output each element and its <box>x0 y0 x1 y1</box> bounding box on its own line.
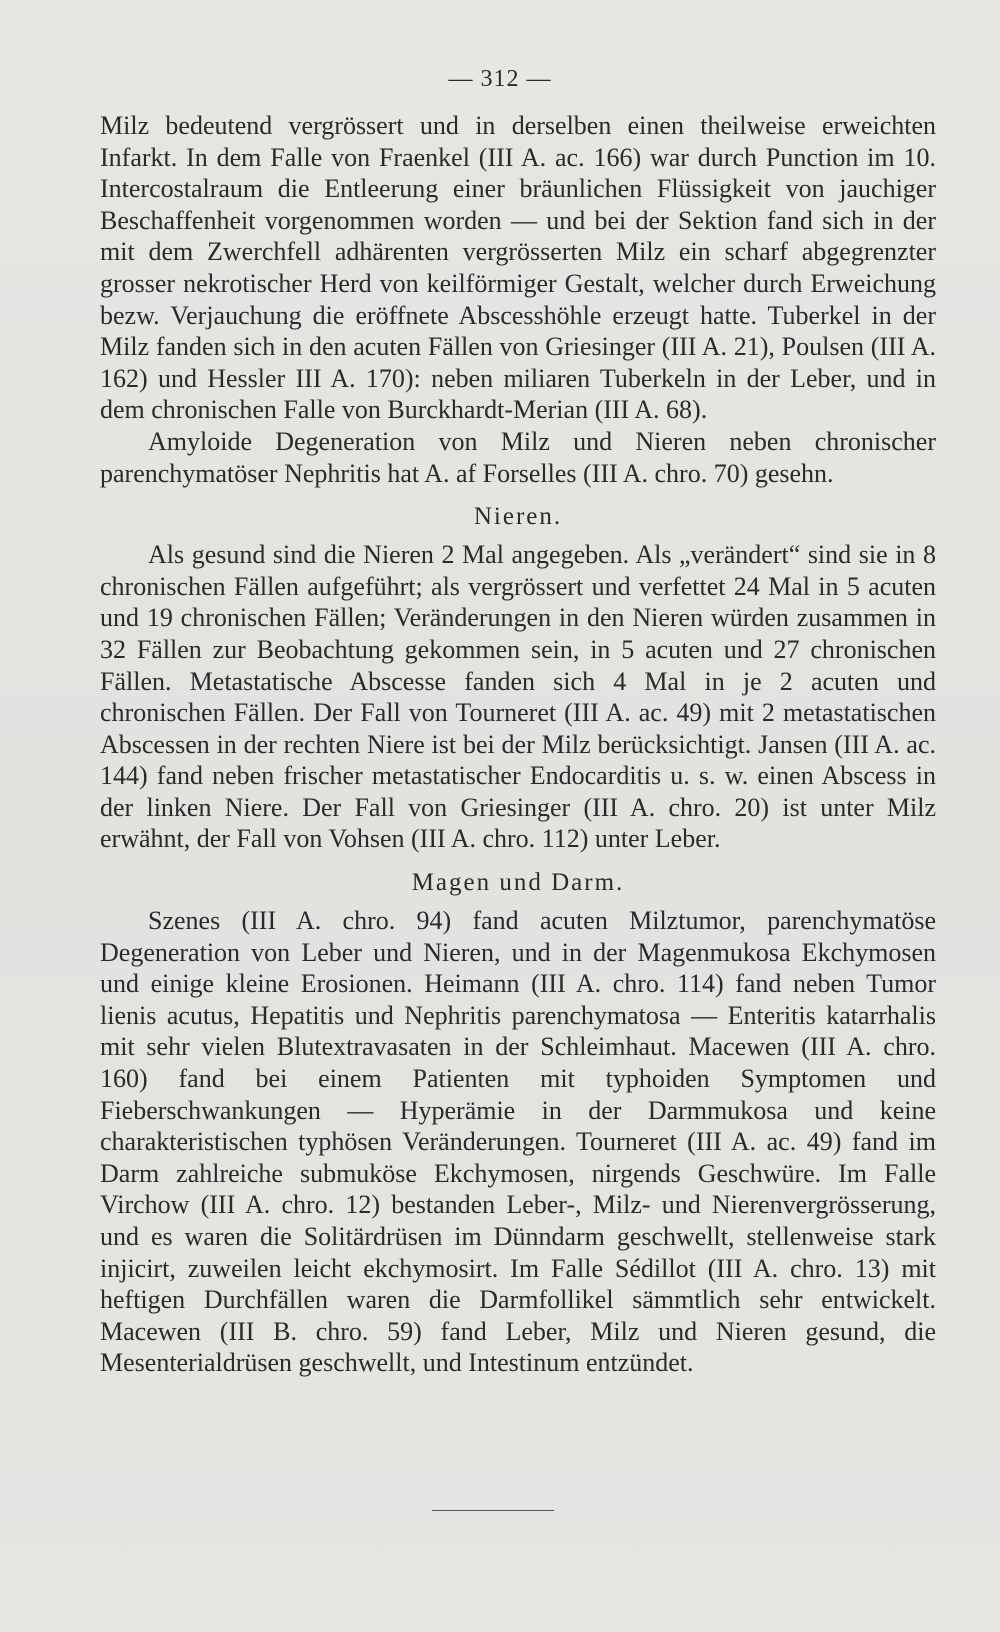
page-number: — 312 — <box>448 66 552 92</box>
end-rule-divider <box>432 1510 554 1511</box>
page-body <box>100 110 936 1379</box>
section-heading-magen-darm: Magen und Darm. <box>411 869 625 897</box>
paragraph-nieren: Als gesund sind die Nieren 2 Mal angegeben. Als „verändert“ sind sie in 8 chronischen Fällen aufgeführt; als vergrössert und verfettet 24 Mal in 5 acuten und 19 chronischen Fällen; Veränderungen in den Nieren würden zusammen in 32 Fällen zur Beobachtung gekommen sein, in 5 acuten und 27 chronischen Fällen. Metastatische Abscesse fanden sich 4 Mal in je 2 acuten und chronischen Fällen. Der Fall von Tourneret (III A. ac. 49) mit 2 metastatischen Abscessen in der rechten Niere ist bei der Milz berücksichtigt. Jansen (III A. ac. 144) fand neben frischer metastatischer Endocarditis u. s. w. einen Abscess in der linken Niere. Der Fall von Griesinger (III A. chro. 20) ist unter Milz erwähnt, der Fall von Vohsen (III A. chro. 112) unter Leber. <box>100 540 936 854</box>
paragraph-milz-continued: Milz bedeutend vergrössert und in derselben einen theilweise erweichten Infarkt. In dem Falle von Fraenkel (III A. ac. 166) war durch Punction im 10. Intercostalraum die Entleerung einer bräunlichen Flüssigkeit von jauchiger Beschaffenheit vorgenommen worden — und bei der Sektion fand sich in der mit dem Zwerchfell adhärenten vergrösserten Milz ein scharf abgegrenzter grosser nekrotischer Herd von keilförmiger Gestalt, welcher durch Erweichung bezw. Verjauchung die eröffnete Abscesshöhle erzeugt hatte. Tuberkel in der Milz fanden sich in den acuten Fällen von Griesinger (III A. 21), Poulsen (III A. 162) und Hessler III A. 170): neben miliaren Tuberkeln in der Leber, und in dem chronischen Falle von Burckhardt-Merian (III A. 68). <box>100 111 936 425</box>
section-heading-nieren: Nieren. <box>473 503 563 531</box>
paragraph-amyloide: Amyloide Degeneration von Milz und Nieren neben chronischer parenchymatöser Nephritis hat A. af Forselles (III A. chro. 70) gesehn. <box>100 426 936 488</box>
paragraph-magen-darm: Szenes (III A. chro. 94) fand acuten Milztumor, parenchymatöse Degeneration von Leber und Nieren, und in der Magenmukosa Ekchymosen und einige kleine Erosionen. Heimann (III A. chro. 114) fand neben Tumor lienis acutus, Hepatitis und Nephritis parenchymatosa — Enteritis katarrhalis mit sehr vielen Blutextravasaten in der Schleimhaut. Macewen (III A. chro. 160) fand bei einem Patienten mit typhoiden Symptomen und Fieberschwankungen — Hyperämie in der Darmmukosa und keine charakteristischen typhösen Veränderungen. Tourneret (III A. ac. 49) fand im Darm zahlreiche submuköse Ekchymosen, nirgends Geschwüre. Im Falle Virchow (III A. chro. 12) bestanden Leber-, Milz- und Nierenvergrösserung, und es waren die Solitärdrüsen im Dünndarm geschwellt, stellenweise stark injicirt, zuweilen leicht ekchymosirt. Im Falle Sédillot (III A. chro. 13) mit heftigen Durchfällen waren die Darmfollikel sämmtlich sehr entwickelt. Macewen (III B. chro. 59) fand Leber, Milz und Nieren gesund, die Mesenterialdrüsen geschwellt, und Intestinum entzündet. <box>100 906 936 1378</box>
